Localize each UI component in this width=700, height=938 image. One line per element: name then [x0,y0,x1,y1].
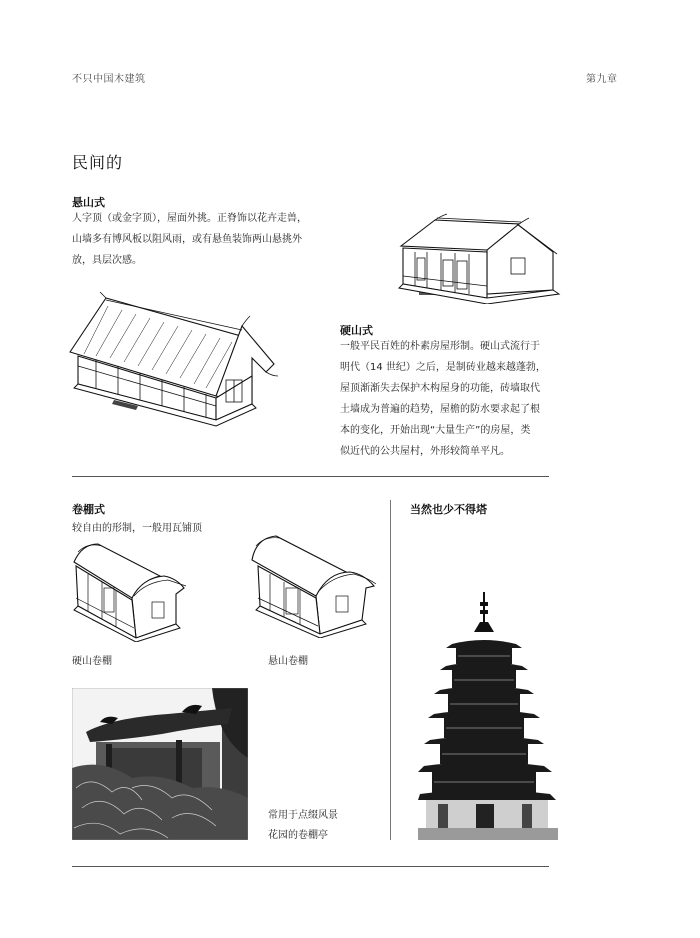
pagoda-heading: 当然也少不得塔 [410,503,487,516]
yingshan-body: 一般平民百姓的朴素房屋形制。硬山式流行于 明代（14 世纪）之后，是制砖业越来越蓬勃， 屋顶渐渐失去保护木构屋身的功能，砖墙取代 土墙成为普遍的趋势，屋檐的防水要求起了根 本的变化，开始出现“大量生产”的房屋，类 似近代的公共屋村，外形较简单平凡。 [340,341,546,457]
chapter-label: 第九章 [586,74,618,85]
juanpeng-subtitle: 较自由的形制，一般用瓦铺顶 [72,523,202,534]
yingshan-house-drawing [395,212,567,304]
xuanshan-juanpeng-drawing [250,532,378,638]
section-divider-bottom [72,866,549,867]
caption-yingshan-juanpeng: 硬山卷棚 [72,656,112,667]
pagoda-photo [418,592,558,840]
column-divider [390,500,391,840]
caption-xuanshan-juanpeng: 悬山卷棚 [268,656,308,667]
xuanshan-heading: 悬山式 [72,196,105,209]
juanpeng-pavilion-photo [72,688,248,840]
pavilion-caption: 常用于点缀风景 花园的卷棚亭 [268,810,338,841]
section-title: 民间的 [72,153,124,172]
juanpeng-heading: 卷棚式 [72,503,105,516]
xuanshan-body: 人字顶（或金字顶），屋面外挑。正脊饰以花卉走兽， 山墙多有博风板以阻风雨，或有悬鱼装饰两山悬挑外 放，具层次感。 [72,213,307,266]
xuanshan-house-drawing [66,292,281,428]
yingshan-heading: 硬山式 [340,324,373,337]
book-title: 不只中国木建筑 [72,74,146,85]
yingshan-juanpeng-drawing [72,540,190,642]
section-divider-top [72,476,549,477]
